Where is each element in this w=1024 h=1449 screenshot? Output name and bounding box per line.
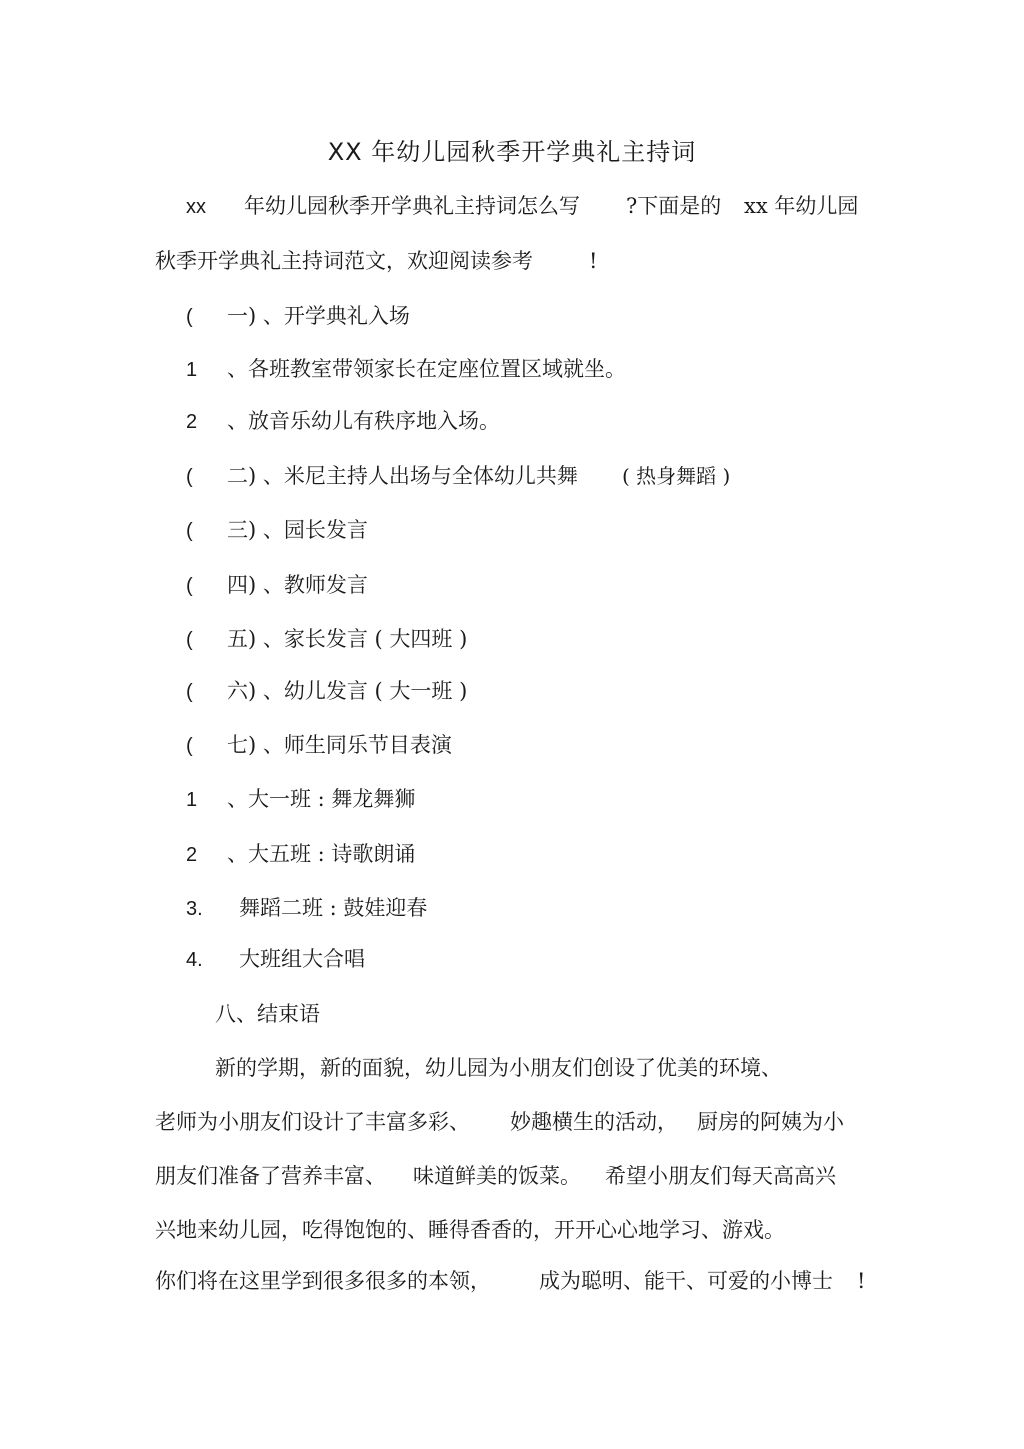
item-marker: ( xyxy=(186,681,193,703)
item-marker: ( xyxy=(186,735,193,757)
item-text: 、大五班 : 诗歌朗诵 xyxy=(227,842,416,866)
closing-line-5a: 你们将在这里学到很多很多的本领， xyxy=(155,1269,491,1293)
item-text: 六) 、幼儿发言 ( 大一班 ) xyxy=(227,679,468,703)
item-text: 、放音乐幼儿有秩序地入场。 xyxy=(227,409,500,433)
closing-line-2c: 厨房的阿姨为小 xyxy=(697,1110,844,1134)
item-marker: 2 xyxy=(186,411,198,433)
closing-line-5c: ! xyxy=(857,1269,866,1293)
intro-line1-c: ?下面是的 xyxy=(626,194,722,218)
item-text: 五) 、家长发言 ( 大四班 ) xyxy=(227,627,468,651)
item-marker: ( xyxy=(186,520,193,542)
intro-line1-d: xx 年幼儿园 xyxy=(744,194,859,218)
item-marker: ( xyxy=(186,306,193,328)
item-text: 大班组大合唱 xyxy=(239,947,365,971)
item-text: 、大一班 : 舞龙舞狮 xyxy=(227,787,416,811)
item-text: 四) 、教师发言 xyxy=(227,573,368,597)
closing-line-4: 兴地来幼儿园，吃得饱饱的、睡得香香的，开开心心地学习、游戏。 xyxy=(155,1218,785,1242)
item-marker: ( xyxy=(186,575,193,597)
closing-heading: 八、结束语 xyxy=(215,1002,320,1026)
intro-line2-a: 秋季开学典礼主持词范文，欢迎阅读参考 xyxy=(155,249,533,273)
intro-line1-b: 年幼儿园秋季开学典礼主持词怎么写 xyxy=(244,194,580,218)
item-marker: 2 xyxy=(186,844,198,866)
closing-line-1: 新的学期，新的面貌，幼儿园为小朋友们创设了优美的环境、 xyxy=(215,1056,782,1080)
item-marker: 1 xyxy=(186,789,198,811)
item-marker: ( xyxy=(186,466,193,488)
item-marker: 3. xyxy=(186,898,203,920)
closing-line-2b: 妙趣横生的活动， xyxy=(510,1110,678,1134)
item-text: 七) 、师生同乐节目表演 xyxy=(227,733,452,757)
item-extra: ( 热身舞蹈 ) xyxy=(622,464,731,488)
intro-line1-a: xx xyxy=(186,196,206,218)
document-title: XX 年幼儿园秋季开学典礼主持词 xyxy=(327,138,697,166)
item-text: 三) 、园长发言 xyxy=(227,518,368,542)
item-text: 舞蹈二班 : 鼓娃迎春 xyxy=(239,896,428,920)
closing-line-2a: 老师为小朋友们设计了丰富多彩、 xyxy=(155,1110,470,1134)
closing-line-5b: 成为聪明、能干、可爱的小博士 xyxy=(539,1269,833,1293)
item-marker: 1 xyxy=(186,359,198,381)
intro-line2-b: ! xyxy=(589,249,598,273)
item-text: 二) 、米尼主持人出场与全体幼儿共舞 xyxy=(227,464,578,488)
item-marker: 4. xyxy=(186,949,203,971)
closing-line-3c: 希望小朋友们每天高高兴 xyxy=(605,1164,836,1188)
closing-line-3b: 味道鲜美的饭菜。 xyxy=(413,1164,581,1188)
item-text: 一) 、开学典礼入场 xyxy=(227,304,410,328)
closing-line-3a: 朋友们准备了营养丰富、 xyxy=(155,1164,386,1188)
item-text: 、各班教室带领家长在定座位置区域就坐。 xyxy=(227,357,626,381)
item-marker: ( xyxy=(186,629,193,651)
